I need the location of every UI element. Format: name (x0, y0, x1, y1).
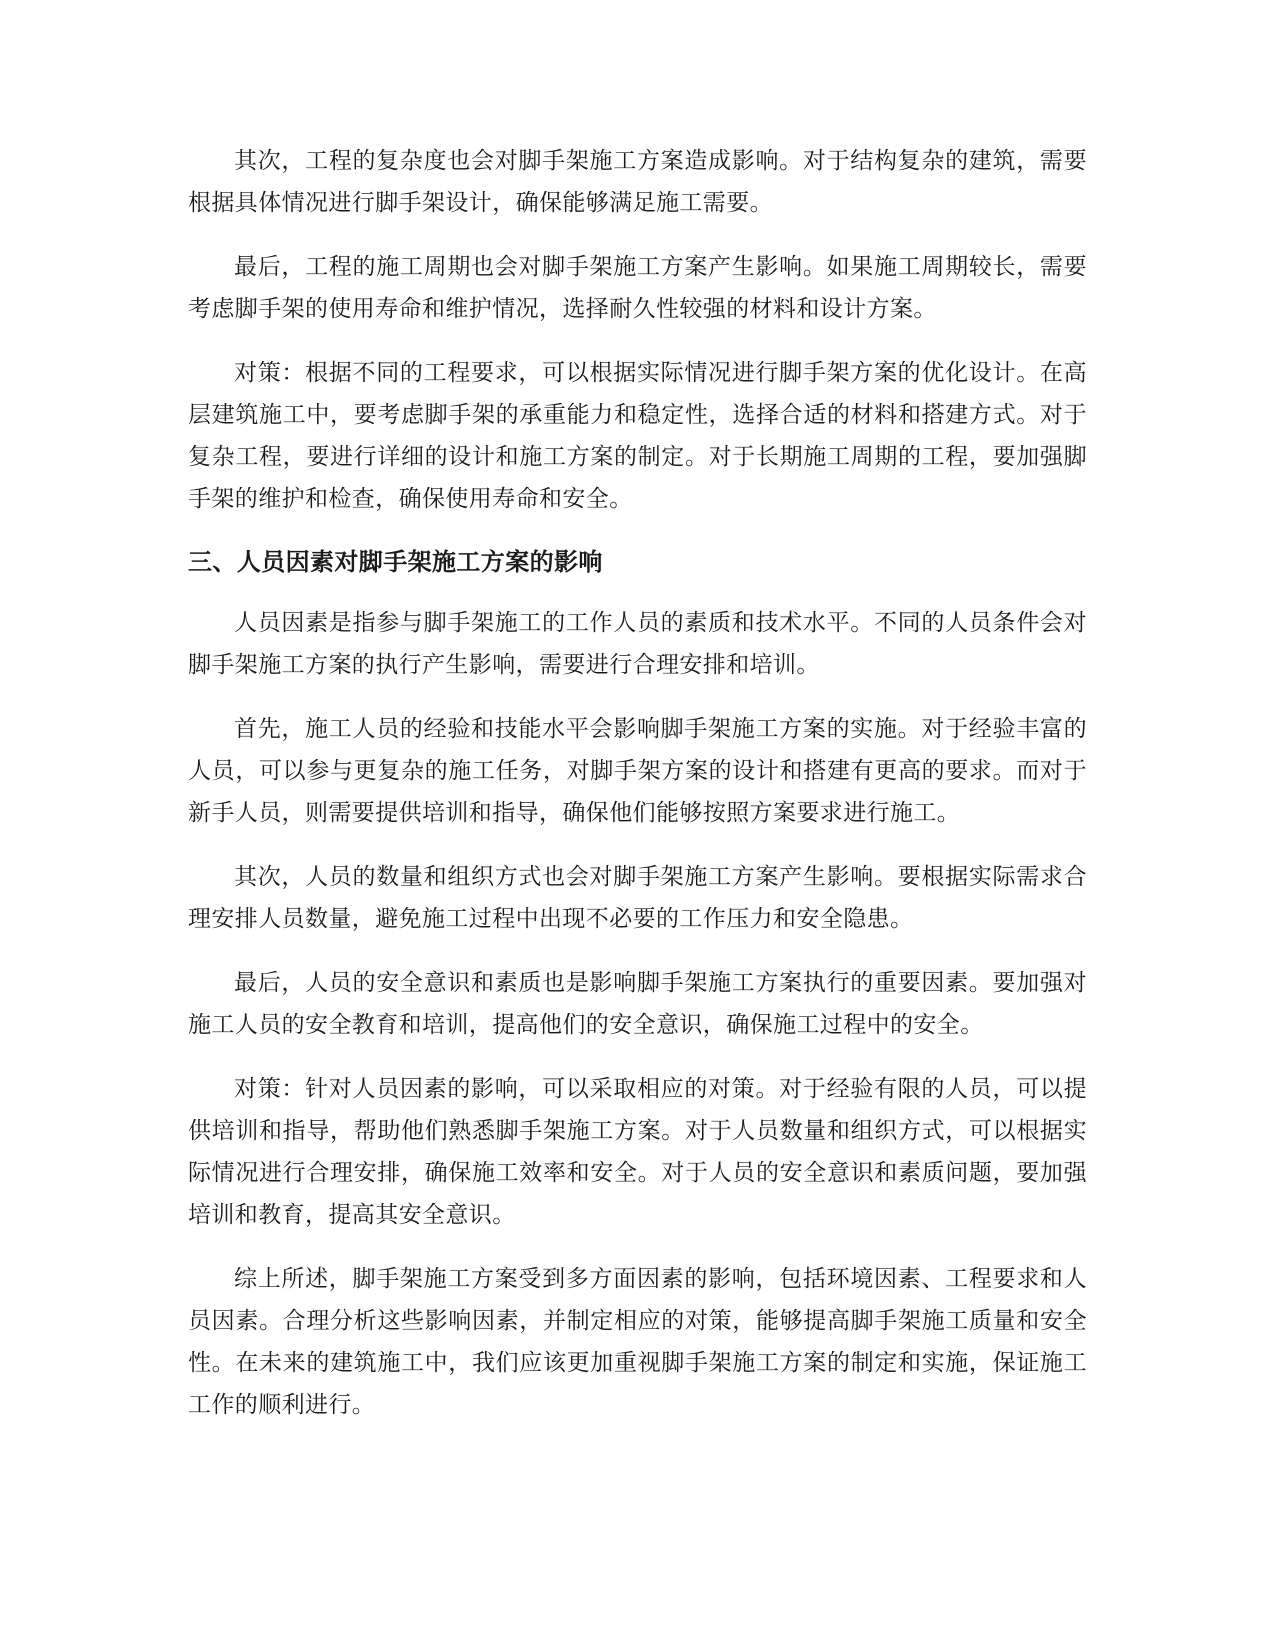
paragraph-personnel-experience: 首先，施工人员的经验和技能水平会影响脚手架施工方案的实施。对于经验丰富的人员，可以参与更复杂的施工任务，对脚手架方案的设计和搭建有更高的要求。而对于新手人员，则需要提供培训和指导，确保他们能够按照方案要求进行施工。 (188, 716, 1087, 826)
paragraph-personnel-countermeasures: 对策：针对人员因素的影响，可以采取相应的对策。对于经验有限的人员，可以提供培训和指导，帮助他们熟悉脚手架施工方案。对于人员数量和组织方式，可以根据实际情况进行合理安排，确保施工效率和安全。对于人员的安全意识和素质问题，要加强培训和教育，提高其安全意识。 (188, 1076, 1087, 1228)
paragraph-complexity: 其次，工程的复杂度也会对脚手架施工方案造成影响。对于结构复杂的建筑，需要根据具体情况进行脚手架设计，确保能够满足施工需要。 (188, 148, 1087, 216)
paragraph-personnel-intro: 人员因素是指参与脚手架施工的工作人员的素质和技术水平。不同的人员条件会对脚手架施工方案的执行产生影响，需要进行合理安排和培训。 (188, 610, 1087, 678)
paragraph-conclusion: 综上所述，脚手架施工方案受到多方面因素的影响，包括环境因素、工程要求和人员因素。合理分析这些影响因素，并制定相应的对策，能够提高脚手架施工质量和安全性。在未来的建筑施工中，我们应该更加重视脚手架施工方案的制定和实施，保证施工工作的顺利进行。 (188, 1266, 1087, 1418)
paragraph-personnel-quantity: 其次，人员的数量和组织方式也会对脚手架施工方案产生影响。要根据实际需求合理安排人员数量，避免施工过程中出现不必要的工作压力和安全隐患。 (188, 864, 1087, 932)
section-heading: 三、人员因素对脚手架施工方案的影响 (188, 548, 603, 576)
paragraph-personnel-safety: 最后，人员的安全意识和素质也是影响脚手架施工方案执行的重要因素。要加强对施工人员的安全教育和培训，提高他们的安全意识，确保施工过程中的安全。 (188, 970, 1087, 1038)
paragraph-construction-period: 最后，工程的施工周期也会对脚手架施工方案产生影响。如果施工周期较长，需要考虑脚手架的使用寿命和维护情况，选择耐久性较强的材料和设计方案。 (188, 254, 1087, 322)
paragraph-engineering-countermeasures: 对策：根据不同的工程要求，可以根据实际情况进行脚手架方案的优化设计。在高层建筑施工中，要考虑脚手架的承重能力和稳定性，选择合适的材料和搭建方式。对于复杂工程，要进行详细的设计和施工方案的制定。对于长期施工周期的工程，要加强脚手架的维护和检查，确保使用寿命和安全。 (188, 360, 1087, 512)
